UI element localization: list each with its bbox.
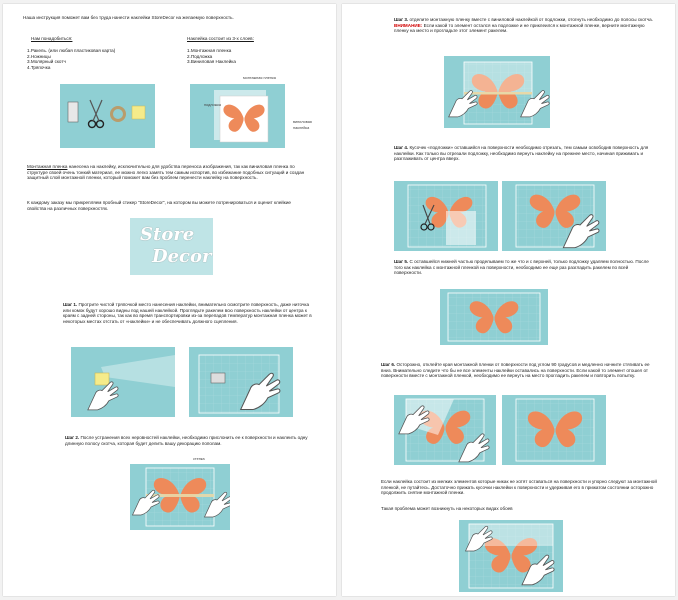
step1-paragraph — [63, 302, 313, 324]
step6-paragraph — [381, 362, 655, 379]
film-text: нанесена на наклейку, исключительно для удобства переноса изображения, так как виниловая пленка по структуре своей очень тонкий материал, ее можно легко замять тем самым испортив, во избежание подобных ситуаций и создан защитный слой монтажной пленки, который поможет вам без проблем перенести наклейку на поверхность. — [27, 164, 305, 181]
step5-label: Шаг 5. — [394, 259, 409, 264]
step4-smooth-image — [502, 181, 606, 251]
intro-text: Наша инструкция поможет вам без труда нанести наклейки StoreDecor на желаемую поверхность. — [23, 15, 234, 20]
list-item: 2.Подложка — [187, 53, 213, 59]
step1-squeegee-image — [189, 347, 293, 417]
scissors-icon — [89, 100, 104, 128]
cloth-icon — [95, 373, 109, 385]
callout-tape: стенка — [193, 457, 205, 461]
step4-paragraph — [394, 145, 656, 162]
step2-text: После устранения всех неровностей наклейки, необходимо прислонить ее к поверхности и наклеить одну длинную полосу скотча, которая будет делить вашу декорацию пополам. — [65, 435, 308, 446]
layers-list — [187, 48, 236, 65]
step6-done-image — [502, 395, 606, 465]
list-item: 3.Молярный скотч — [27, 59, 66, 65]
step3-paragraph — [394, 17, 654, 34]
step3-warning-text: Если какой то элемент остался на подложке и не приклеился к монтажной пленке, верните монтажную пленку на место и прогладьте этот элемент ракелем. — [394, 22, 645, 34]
list-item: 1.Монтажная пленка — [187, 48, 232, 53]
layers-title: Наклейка состоит из 3-х слоев: — [187, 36, 254, 41]
step3-label: Шаг 3. — [394, 17, 409, 22]
instruction-page-left — [3, 4, 336, 596]
step6-text: Осторожно, отклейте края монтажной пленки от поверхности под углом 90 градусов и медленно начните стягивать ее вниз. Внимательно следите что бы не все элементы наклейки оставались на поверхности. Если какой то элемент отошел от поверхности вместе с монтажной пленкой, необходимо ее вернуть на место прогладить ракелем и повторить попытку. — [381, 362, 650, 379]
instruction-page-right — [342, 4, 675, 596]
step1-label: Шаг 1. — [63, 302, 78, 307]
sample-sticker-image — [130, 218, 213, 275]
callout-backing: подложка — [204, 103, 222, 107]
step6-label: Шаг 6. — [381, 362, 396, 367]
logo-decor: Decor — [152, 246, 212, 267]
tools-title: Нам понадобиться: — [31, 36, 73, 41]
list-item: 3.Виниловая Наклейка — [187, 59, 236, 65]
step1-wipe-image — [71, 347, 175, 417]
list-item: 1.Ракель. (или любая пластиковая карта) — [27, 48, 116, 53]
cloth-icon — [132, 106, 145, 119]
squeegee-icon — [68, 102, 78, 122]
step4-label: Шаг 4. — [394, 145, 409, 150]
small-elements-image — [459, 520, 563, 592]
step5-paragraph — [394, 259, 656, 276]
final-note: Такая проблема может возникнуть на некоторых видах обоев — [381, 506, 513, 511]
step4-text: Кусочек «подложки» оставшийся на поверхности необходимо отрезать, тем самым освободив поверхность для наклейки. Как только вы отрезали подложку, необходимо вернуть наклейку на прежнее место, начиная прижимать и разглаживать от центра вверх. — [394, 145, 649, 162]
step5-text: С оставшейся нижней частью проделываем то же что и с верхней, только подложку удаляем полностью. После того как наклейка с монтажной пленкой на поверхности, необходимо ее еще раз разгладить ракелем по всей поверхности. — [394, 259, 649, 276]
squeegee-icon — [211, 373, 225, 383]
callout-film: монтажная пленка — [243, 76, 276, 80]
step2-paragraph — [65, 435, 309, 446]
list-item: 4.Тряпочка — [27, 64, 51, 70]
step4-cut-image — [394, 181, 498, 251]
step5-result-image — [440, 289, 548, 345]
tools-list — [27, 48, 115, 70]
step1-text: Протрите чистой тряпочкой место нанесения наклейки, внимательно осмотрите поверхность, даже ниточка или комок будут хорошо видны под нашей наклейкой. Проглядьте ракелем всю поверхность наклейки от центра к краям с задней стороны, так как во время транспортировки из-за перепадов температур монтажная пленка может в некоторых местах отстать от «наклейки» и не обеспечивать должного сцепления. — [63, 302, 312, 324]
callout-vinyl: виниловая наклейка — [293, 120, 312, 130]
step3-warning-label: ВНИМАНИЕ: — [394, 22, 423, 28]
step2-label: Шаг 2. — [65, 435, 80, 440]
tools-illustration — [60, 84, 155, 148]
layers-illustration — [190, 84, 285, 148]
step3-text: отделите монтажную пленку вместе с виниловой наклейкой от подложки, отогнуть необходимо до полосы скотча. — [408, 17, 653, 22]
step2-tape-image — [130, 464, 230, 530]
sample-paragraph: К каждому заказу мы прикрепляем пробный стикер "StoreDecor", на котором вы можете потренироваться и оценит клейкие свойства на различных поверхностях. — [27, 200, 291, 211]
step6-peel-image — [394, 395, 496, 465]
film-term: Монтажная пленка — [27, 164, 68, 169]
logo-store: Store — [140, 224, 195, 245]
list-item: 2.Ножницы — [27, 53, 51, 59]
final-paragraph: Если наклейка состоит из мелких элементов которые никак не хотят оставаться на поверхности и упорно следуют за монтажной пленкой, не путайтесь. Достаточно прижать кусочки наклейки к поверхности и удерживая его в прижатом состоянии осторожно продолжить снятие монтажной пленки. — [381, 479, 657, 496]
film-paragraph — [27, 164, 313, 181]
tape-roll-icon — [110, 106, 126, 122]
step3-peel-image — [444, 56, 550, 128]
